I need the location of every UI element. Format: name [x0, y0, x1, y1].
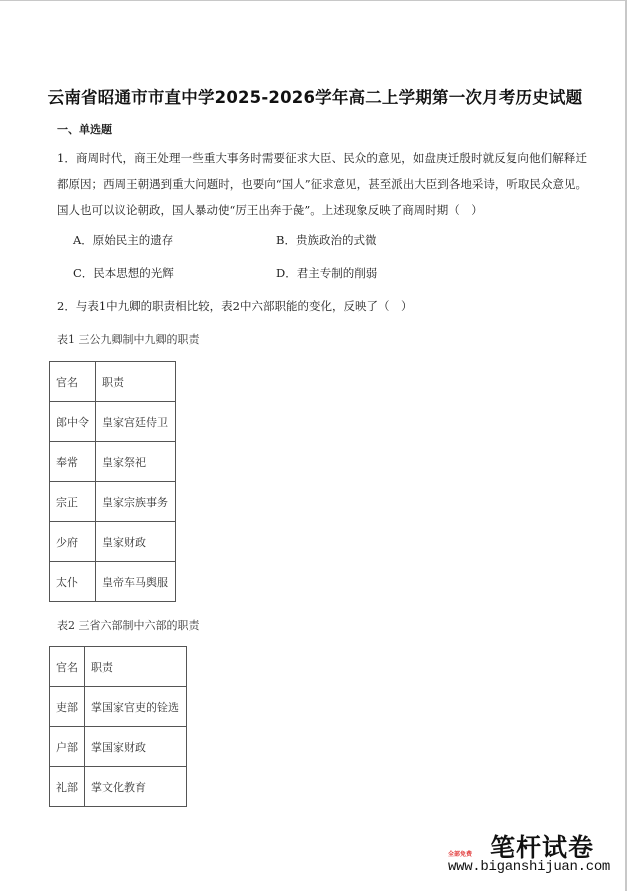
question-1-text: 1．商周时代，商王处理一些重大事务时需要征求大臣、民众的意见，如盘庚迁殷时就反复向他们解释迁都原因；西周王朝遇到重大问题时，也要向“国人”征求意见，甚至派出大臣到各地采诗，听取民众意见。国人也可以议论朝政，国人暴动使“厉王出奔于彘”。上述现象反映了商周时期（ ）	[57, 151, 587, 217]
table-cell: 户部	[50, 727, 85, 767]
table-cell: 郎中令	[50, 402, 96, 442]
table-row	[50, 442, 176, 482]
table-cell: 皇帝车马舆服	[96, 562, 176, 602]
table-cell: 职责	[85, 647, 187, 687]
section-heading: 一、单选题	[57, 123, 112, 136]
table-1-caption: 表1 三公九卿制中九卿的职责	[57, 333, 200, 346]
question-2-text: 2．与表1中九卿的职责相比较，表2中六部职能的变化，反映了（ ）	[57, 299, 413, 313]
table-header-row	[50, 362, 176, 402]
table-cell: 官名	[50, 362, 96, 402]
table-cell: 掌国家财政	[85, 727, 187, 767]
table-cell: 掌文化教育	[85, 767, 187, 807]
watermark-free-tag: 全部免费	[448, 851, 473, 858]
table-cell: 皇家宫廷侍卫	[96, 402, 176, 442]
question-1-option-d: D．君主专制的削弱	[276, 266, 378, 280]
table-2-six-ministries	[49, 646, 187, 807]
table-row	[50, 767, 187, 807]
table-header-row	[50, 647, 187, 687]
table-cell: 皇家财政	[96, 522, 176, 562]
document-title: 云南省昭通市市直中学2025-2026学年高二上学期第一次月考历史试题	[47, 88, 583, 107]
table-cell: 掌国家官吏的铨选	[85, 687, 187, 727]
table-2-caption: 表2 三省六部制中六部的职责	[57, 619, 200, 632]
table-row	[50, 727, 187, 767]
table-cell: 太仆	[50, 562, 96, 602]
watermark-url: www.biganshijuan.com	[448, 859, 611, 875]
table-row	[50, 482, 176, 522]
table-cell: 吏部	[50, 687, 85, 727]
table-row	[50, 687, 187, 727]
table-cell: 宗正	[50, 482, 96, 522]
table-row	[50, 402, 176, 442]
table-cell: 少府	[50, 522, 96, 562]
question-1-option-c: C．民本思想的光辉	[73, 266, 174, 280]
table-cell: 皇家宗族事务	[96, 482, 176, 522]
table-1-nine-ministers	[49, 361, 176, 602]
question-1-option-a: A．原始民主的遗存	[73, 233, 174, 247]
table-cell: 礼部	[50, 767, 85, 807]
table-cell: 奉常	[50, 442, 96, 482]
watermark-brand: 笔杆试卷	[490, 833, 595, 862]
table-cell: 官名	[50, 647, 85, 687]
table-row	[50, 562, 176, 602]
table-cell: 职责	[96, 362, 176, 402]
watermark-logo	[448, 828, 618, 880]
question-1-option-b: B．贵族政治的式微	[276, 233, 377, 247]
table-cell: 皇家祭祀	[96, 442, 176, 482]
table-row	[50, 522, 176, 562]
